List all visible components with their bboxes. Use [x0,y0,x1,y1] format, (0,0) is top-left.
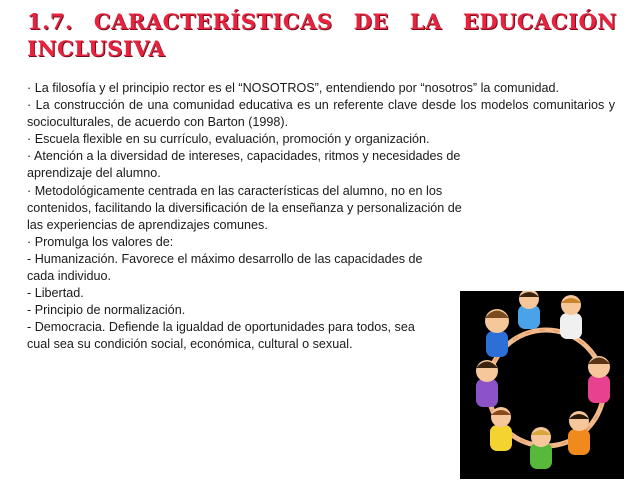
children-circle-illustration [460,291,624,479]
title-word: 1.7. [27,9,73,34]
text-line: cada individuo. [27,269,112,284]
child-figure [485,309,509,357]
paragraph-comunidad: · La construcción de una comunidad educativa es un referente clave desde los modelos comunitarios y socioculturales, de acuerdo con Barton (1998). [27,98,615,130]
child-figure [490,407,512,451]
child-figure [530,427,552,469]
child-figure [588,356,610,403]
text-line: - Humanización. Favorece el máximo desarrollo de las capacidades de [27,251,423,266]
title-word: LA [409,9,442,34]
title-word: EDUCACIÓN [462,9,617,34]
paragraph-escuela-flexible: · Escuela flexible en su currículo, evaluación, promoción y organización. [27,132,430,147]
slide-title [27,8,617,62]
text-line: · Promulga los valores de: [27,234,174,249]
text-line: contenidos, facilitando la diversificación de la enseñanza y personalización de [27,200,462,215]
children-circle-icon [460,291,624,479]
paragraph-nosotros: · La filosofía y el principio rector es el “NOSOTROS”, entendiendo por “nosotros” la comunidad. [27,81,559,95]
text-line: - Democracia. Defiende la igualdad de oportunidades para todos, sea [27,320,415,335]
text-line: - Libertad. [27,286,84,301]
title-line-2: INCLUSIVA [27,36,166,61]
text-line: cual sea su condición social, económica, cultural o sexual. [27,337,353,352]
title-word: CARACTERÍSTICAS [93,9,333,34]
child-figure [560,295,582,339]
title-word: DE [353,9,389,34]
text-line: · Atención a la diversidad de intereses, capacidades, ritmos y necesidades de [27,149,461,164]
child-figure [568,411,590,455]
text-line: · Metodológicamente centrada en las características del alumno, no en los [27,183,443,198]
text-line: - Principio de normalización. [27,303,186,318]
child-figure [518,291,540,329]
text-line: aprendizaje del alumno. [27,166,161,181]
text-line: las experiencias de aprendizajes comunes. [27,217,268,232]
child-figure [476,360,498,407]
